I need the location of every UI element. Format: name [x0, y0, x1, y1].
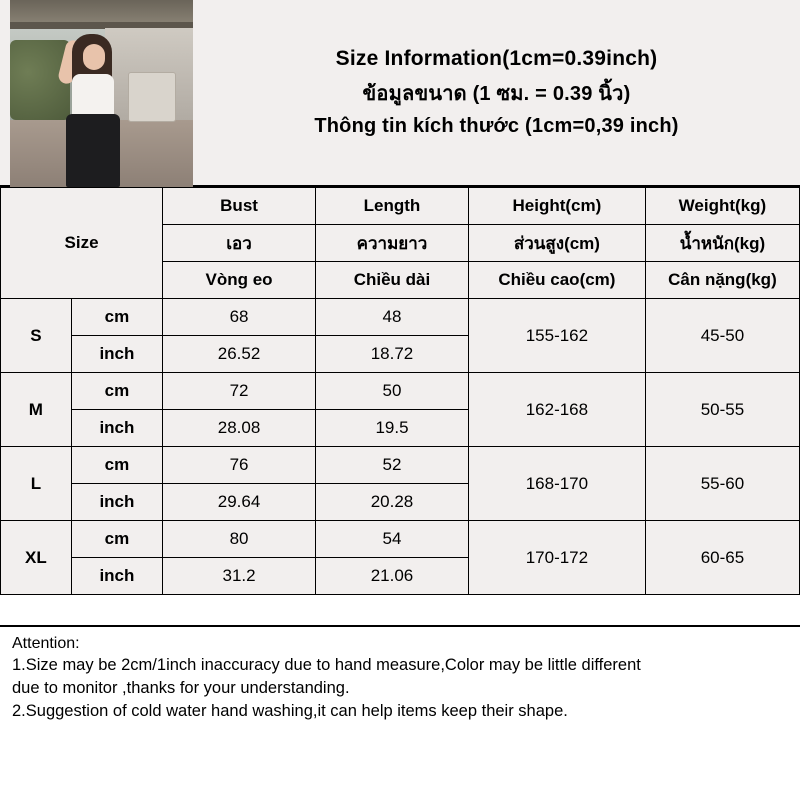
col-bust-en: Bust: [163, 188, 316, 225]
col-height-th: ส่วนสูง(cm): [468, 225, 645, 262]
height-l: 168-170: [468, 447, 645, 521]
unit-cm-l: cm: [71, 447, 162, 484]
table-row: [1, 521, 800, 558]
length-cm-l: 52: [316, 447, 469, 484]
size-table: [0, 187, 800, 595]
unit-cm-m: cm: [71, 373, 162, 410]
title-block: [193, 0, 800, 185]
photo-chair: [128, 72, 176, 122]
attention-title: Attention:: [12, 635, 80, 652]
size-label-s: S: [1, 299, 72, 373]
attention-line-3: 2.Suggestion of cold water hand washing,it can help items keep their shape.: [12, 701, 568, 720]
size-label-m: M: [1, 373, 72, 447]
unit-cm-xl: cm: [71, 521, 162, 558]
bust-inch-s: 26.52: [163, 336, 316, 373]
unit-cm-s: cm: [71, 299, 162, 336]
length-cm-s: 48: [316, 299, 469, 336]
header: [0, 0, 800, 187]
col-length-vi: Chiều dài: [316, 262, 469, 299]
col-weight-th: น้ำหนัก(kg): [645, 225, 799, 262]
height-s: 155-162: [468, 299, 645, 373]
title-line-vi: Thông tin kích thước (1cm=0,39 inch): [314, 115, 679, 137]
length-inch-m: 19.5: [316, 410, 469, 447]
attention-section: [0, 625, 800, 800]
size-header-cell: Size: [1, 188, 163, 299]
model-photo: [10, 0, 193, 187]
length-inch-l: 20.28: [316, 484, 469, 521]
photo-model-pants: [66, 114, 120, 187]
unit-inch-s: inch: [71, 336, 162, 373]
col-length-th: ความยาว: [316, 225, 469, 262]
col-length-en: Length: [316, 188, 469, 225]
title-line-th: ข้อมูลขนาด (1 ซม. = 0.39 นิ้ว): [362, 83, 631, 105]
size-label-xl: XL: [1, 521, 72, 595]
weight-m: 50-55: [645, 373, 799, 447]
table-header-row-1: [1, 188, 800, 225]
length-cm-m: 50: [316, 373, 469, 410]
col-height-vi: Chiều cao(cm): [468, 262, 645, 299]
unit-inch-l: inch: [71, 484, 162, 521]
col-height-en: Height(cm): [468, 188, 645, 225]
size-label-l: L: [1, 447, 72, 521]
bust-inch-xl: 31.2: [163, 558, 316, 595]
bust-inch-l: 29.64: [163, 484, 316, 521]
table-row: [1, 299, 800, 336]
weight-xl: 60-65: [645, 521, 799, 595]
table-row: [1, 373, 800, 410]
length-inch-s: 18.72: [316, 336, 469, 373]
attention-line-1: 1.Size may be 2cm/1inch inaccuracy due to hand measure,Color may be little different: [12, 656, 641, 675]
height-m: 162-168: [468, 373, 645, 447]
bust-cm-s: 68: [163, 299, 316, 336]
weight-l: 55-60: [645, 447, 799, 521]
title-line-en: Size Information(1cm=0.39inch): [335, 47, 658, 70]
col-bust-th: เอว: [163, 225, 316, 262]
weight-s: 45-50: [645, 299, 799, 373]
bust-cm-m: 72: [163, 373, 316, 410]
length-inch-xl: 21.06: [316, 558, 469, 595]
bust-cm-xl: 80: [163, 521, 316, 558]
unit-inch-m: inch: [71, 410, 162, 447]
photo-model-face: [83, 44, 105, 70]
unit-inch-xl: inch: [71, 558, 162, 595]
bust-cm-l: 76: [163, 447, 316, 484]
bust-inch-m: 28.08: [163, 410, 316, 447]
col-weight-vi: Cân nặng(kg): [645, 262, 799, 299]
col-bust-vi: Vòng eo: [163, 262, 316, 299]
attention-line-2: due to monitor ,thanks for your understanding.: [12, 678, 350, 697]
length-cm-xl: 54: [316, 521, 469, 558]
height-xl: 170-172: [468, 521, 645, 595]
col-weight-en: Weight(kg): [645, 188, 799, 225]
table-row: [1, 447, 800, 484]
